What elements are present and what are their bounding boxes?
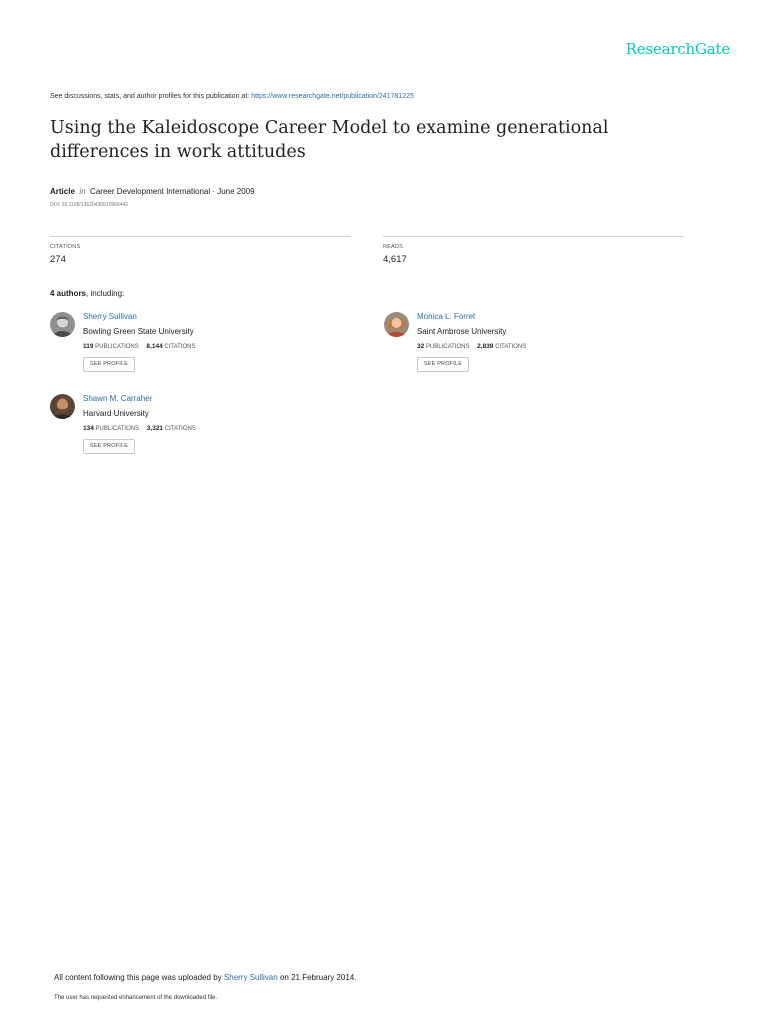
author-publications-count: 134 (83, 425, 94, 432)
author-citations-label: CITATIONS (164, 426, 196, 432)
enhancement-note: The user has requested enhancement of the downloaded file. (54, 995, 218, 1001)
author-publications-label: PUBLICATIONS (95, 426, 140, 432)
author-institution: Harvard University (83, 409, 149, 418)
citations-label: CITATIONS (50, 244, 81, 250)
researchgate-logo[interactable]: ResearchGate (625, 40, 730, 58)
person-photo-grayscale-icon (50, 312, 75, 337)
citations-divider (50, 236, 351, 237)
author-stats (417, 343, 526, 350)
upload-prefix: All content following this page was uploaded by (54, 973, 222, 982)
see-profile-button[interactable]: SEE PROFILE (83, 439, 135, 454)
upload-notice (54, 973, 356, 982)
reads-label: READS (383, 244, 403, 250)
author-stats (83, 343, 196, 350)
discussion-notice (50, 93, 414, 100)
reads-divider (383, 236, 684, 237)
author-institution: Bowling Green State University (83, 327, 194, 336)
author-name-link[interactable]: Shawn M. Carraher (83, 394, 153, 403)
avatar[interactable] (50, 394, 75, 419)
doi: DOI: 10.1108/13620430910966442 (50, 202, 129, 208)
discussion-prefix: See discussions, stats, and author profiles for this publication at: (50, 93, 250, 100)
publication-title: Using the Kaleidoscope Career Model to examine generational differences in work attitudes (50, 118, 609, 162)
author-card (50, 312, 350, 382)
person-photo-color-icon (50, 394, 75, 419)
author-citations-count: 2,839 (477, 343, 494, 350)
author-citations-count: 3,321 (146, 425, 164, 432)
author-stats (83, 425, 196, 432)
author-publications-count: 119 (83, 343, 94, 350)
publication-url-link[interactable]: https://www.researchgate.net/publication/241781225 (251, 93, 414, 100)
author-publications-count: 32 (417, 343, 425, 350)
author-publications-label: PUBLICATIONS (95, 344, 139, 350)
publication-type: Article (50, 187, 75, 196)
author-institution: Saint Ambrose University (417, 327, 507, 336)
upload-suffix: on 21 February 2014. (279, 973, 357, 982)
author-name-link[interactable]: Monica L. Forret (417, 312, 476, 321)
authors-heading (50, 289, 124, 298)
journal-info: Career Development International · June 2009 (90, 187, 255, 196)
authors-count: 4 authors (50, 289, 87, 298)
avatar[interactable] (384, 312, 409, 337)
author-card (384, 312, 684, 382)
see-profile-button[interactable]: SEE PROFILE (83, 357, 135, 372)
author-citations-label: CITATIONS (495, 344, 527, 350)
see-profile-button[interactable]: SEE PROFILE (417, 357, 469, 372)
authors-heading-suffix: , including: (86, 289, 125, 298)
author-card (50, 394, 350, 464)
publication-meta (50, 187, 255, 196)
citations-value: 274 (50, 254, 66, 265)
author-publications-label: PUBLICATIONS (425, 344, 470, 350)
uploader-link[interactable]: Sherry Sullivan (223, 973, 278, 982)
author-name-link[interactable]: Sherry Sullivan (83, 312, 137, 321)
reads-value: 4,617 (383, 254, 407, 265)
author-citations-count: 8,144 (146, 343, 163, 350)
person-photo-color-icon (384, 312, 409, 337)
author-citations-label: CITATIONS (164, 344, 196, 350)
avatar[interactable] (50, 312, 75, 337)
meta-in-word: in (79, 187, 86, 196)
